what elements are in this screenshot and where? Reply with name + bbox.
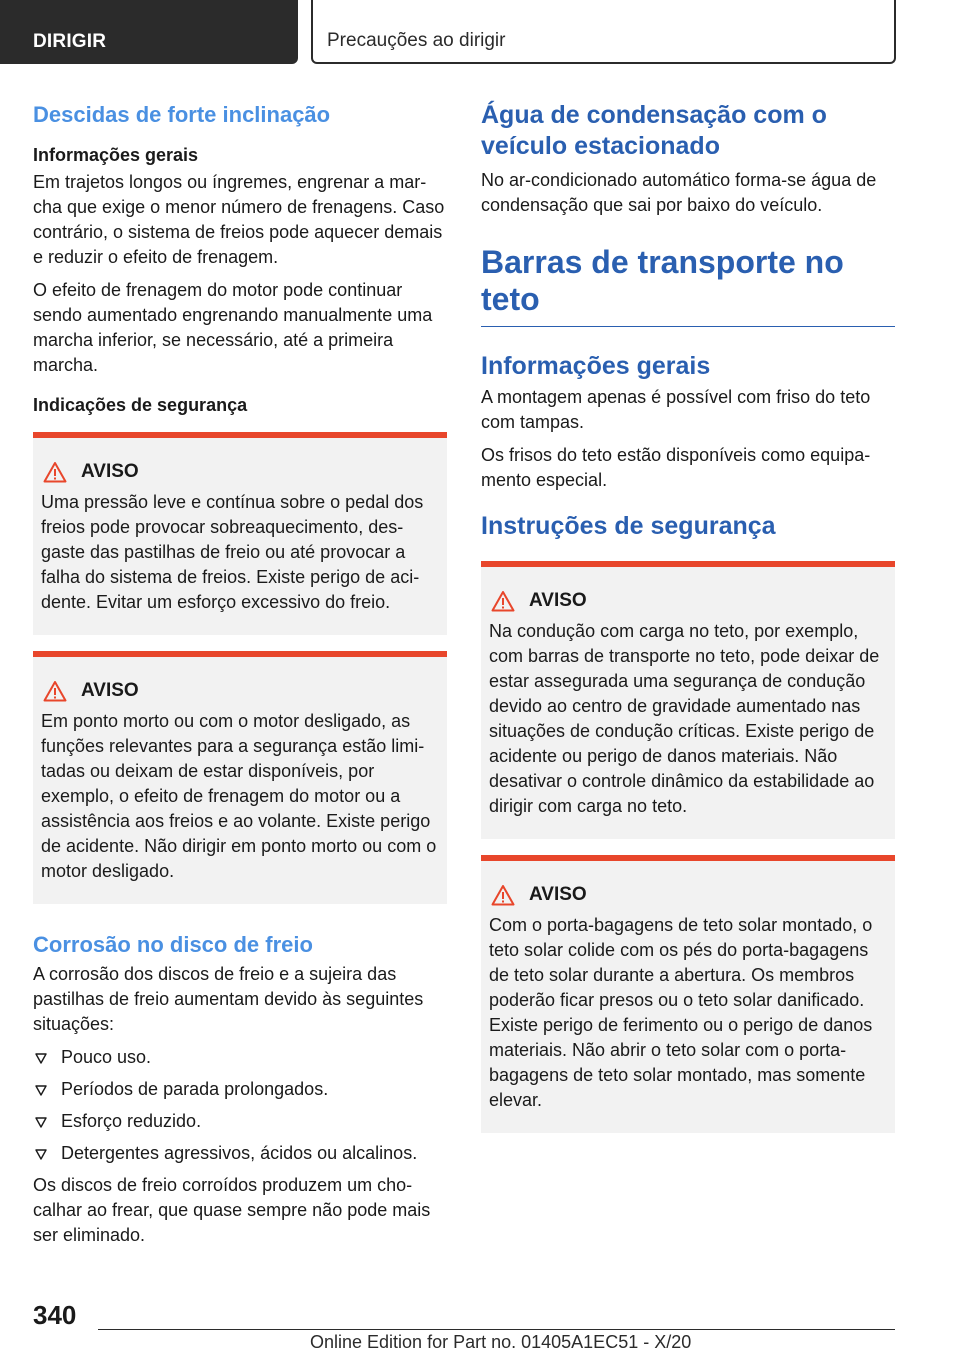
warning-text: Uma pressão leve e contínua sobre o pedal dos freios pode provocar sobreaquecimento, desgaste das pastilhas de freio ou até provocar a falha do sistema de freios. Existe perigo de acidente. Evitar um esforço excessivo do freio.: [41, 492, 424, 612]
list-item: Esforço reduzido.: [33, 1109, 447, 1134]
warning-triangle-icon: [43, 680, 67, 702]
bullet-list: [33, 1045, 447, 1166]
paragraph: Os discos de freio corroídos produzem um chocalhar ao frear, que quase sempre não pode mais ser eliminado.: [33, 1175, 431, 1245]
section-title: Precauções ao dirigir: [327, 30, 506, 51]
heading-safety-instructions: Instruções de segurança: [481, 512, 776, 540]
list-item: Detergentes agressivos, ácidos ou alcalinos.: [33, 1141, 447, 1166]
chapter-tab: [0, 0, 298, 64]
warning-text: Na condução com carga no teto, por exemplo, com barras de transporte no teto, pode deixar de estar assegurada uma segurança de condução devido ao centro de gravidade aumentado nas situações de condução críticas. Existe perigo de acidente ou perigo de danos materiais. Não desativar o controle dinâmico da estabilidade ao dirigir com carga no teto.: [489, 621, 880, 816]
triangle-bullet-icon: [35, 1117, 47, 1128]
subheading-safety-notes: Indicações de segurança: [33, 395, 248, 415]
paragraph: O efeito de frenagem do motor pode continuar sendo aumentado engrenando manualmente uma marcha inferior, se necessário, até a primeira marcha.: [33, 280, 433, 375]
triangle-bullet-icon: [35, 1085, 47, 1096]
paragraph: A corrosão dos discos de freio e a sujeira das pastilhas de freio aumentam devido às seguintes situações:: [33, 964, 424, 1034]
subheading-general-info: Informações gerais: [33, 145, 199, 165]
page-number: 340: [33, 1300, 77, 1330]
page-footer: [0, 1300, 960, 1362]
warning-text: Com o porta-bagagens de teto solar montado, o teto solar colide com os pés do porta-bagagens de teto solar durante a abertura. Os membros poderão ficar presos ou o teto solar danificado. Existe perigo de ferimento ou o perigo de danos materiais. Não abrir o teto solar com o porta-bagagens de teto solar montado, mas somente elevar.: [489, 915, 873, 1110]
heading-general-info: Informações gerais: [481, 352, 711, 380]
warning-box: [33, 432, 447, 635]
paragraph: No ar-condicionado automático forma-se água de condensação que sai por baixo do veículo.: [481, 170, 877, 215]
warning-text: Em ponto morto ou com o motor desligado, as funções relevantes para a segurança estão limitadas ou deixam de estar disponíveis, por exemplo, o efeito de frenagem do motor ou a assistência aos freios e ao volante. Existe perigo de acidente. Não dirigir em ponto morto ou com o motor desligado.: [41, 711, 437, 881]
paragraph: A montagem apenas é possível com friso do teto com tampas.: [481, 387, 871, 432]
heading-rule: [481, 326, 895, 327]
list-item: Pouco uso.: [33, 1045, 447, 1070]
heading-steep-descents: Descidas de forte inclinação: [33, 102, 331, 127]
warning-box: [33, 651, 447, 904]
heading-condensation-water: Água de condensação com o veículo estacionado: [481, 101, 827, 160]
right-column: [481, 100, 895, 1133]
chapter-label: DIRIGIR: [33, 31, 107, 52]
paragraph: Os frisos do teto estão disponíveis como equipamento especial.: [481, 445, 871, 490]
warning-box: [481, 855, 895, 1133]
warning-triangle-icon: [491, 884, 515, 906]
section-title-box: [311, 0, 896, 64]
edition-note: Online Edition for Part no. 01405A1EC51 - X/20: [310, 1332, 692, 1352]
warning-title: AVISO: [81, 680, 139, 701]
paragraph: Em trajetos longos ou íngremes, engrenar a marcha que exige o menor número de frenagens. Caso contrário, o sistema de freios pode aquecer demais e reduzir o efeito de frenagem.: [33, 172, 445, 267]
warning-box: [481, 561, 895, 839]
heading-brake-disc-corrosion: Corrosão no disco de freio: [33, 932, 313, 957]
triangle-bullet-icon: [35, 1149, 47, 1160]
footer-rule: [98, 1329, 895, 1330]
page-header: [0, 0, 960, 64]
list-item: Períodos de parada prolongados.: [33, 1077, 447, 1102]
warning-triangle-icon: [491, 590, 515, 612]
warning-title: AVISO: [529, 884, 587, 905]
triangle-bullet-icon: [35, 1053, 47, 1064]
left-column: [33, 100, 447, 1248]
warning-title: AVISO: [81, 461, 139, 482]
heading-roof-rack: Barras de transporte no teto: [481, 244, 844, 317]
warning-title: AVISO: [529, 590, 587, 611]
warning-triangle-icon: [43, 461, 67, 483]
